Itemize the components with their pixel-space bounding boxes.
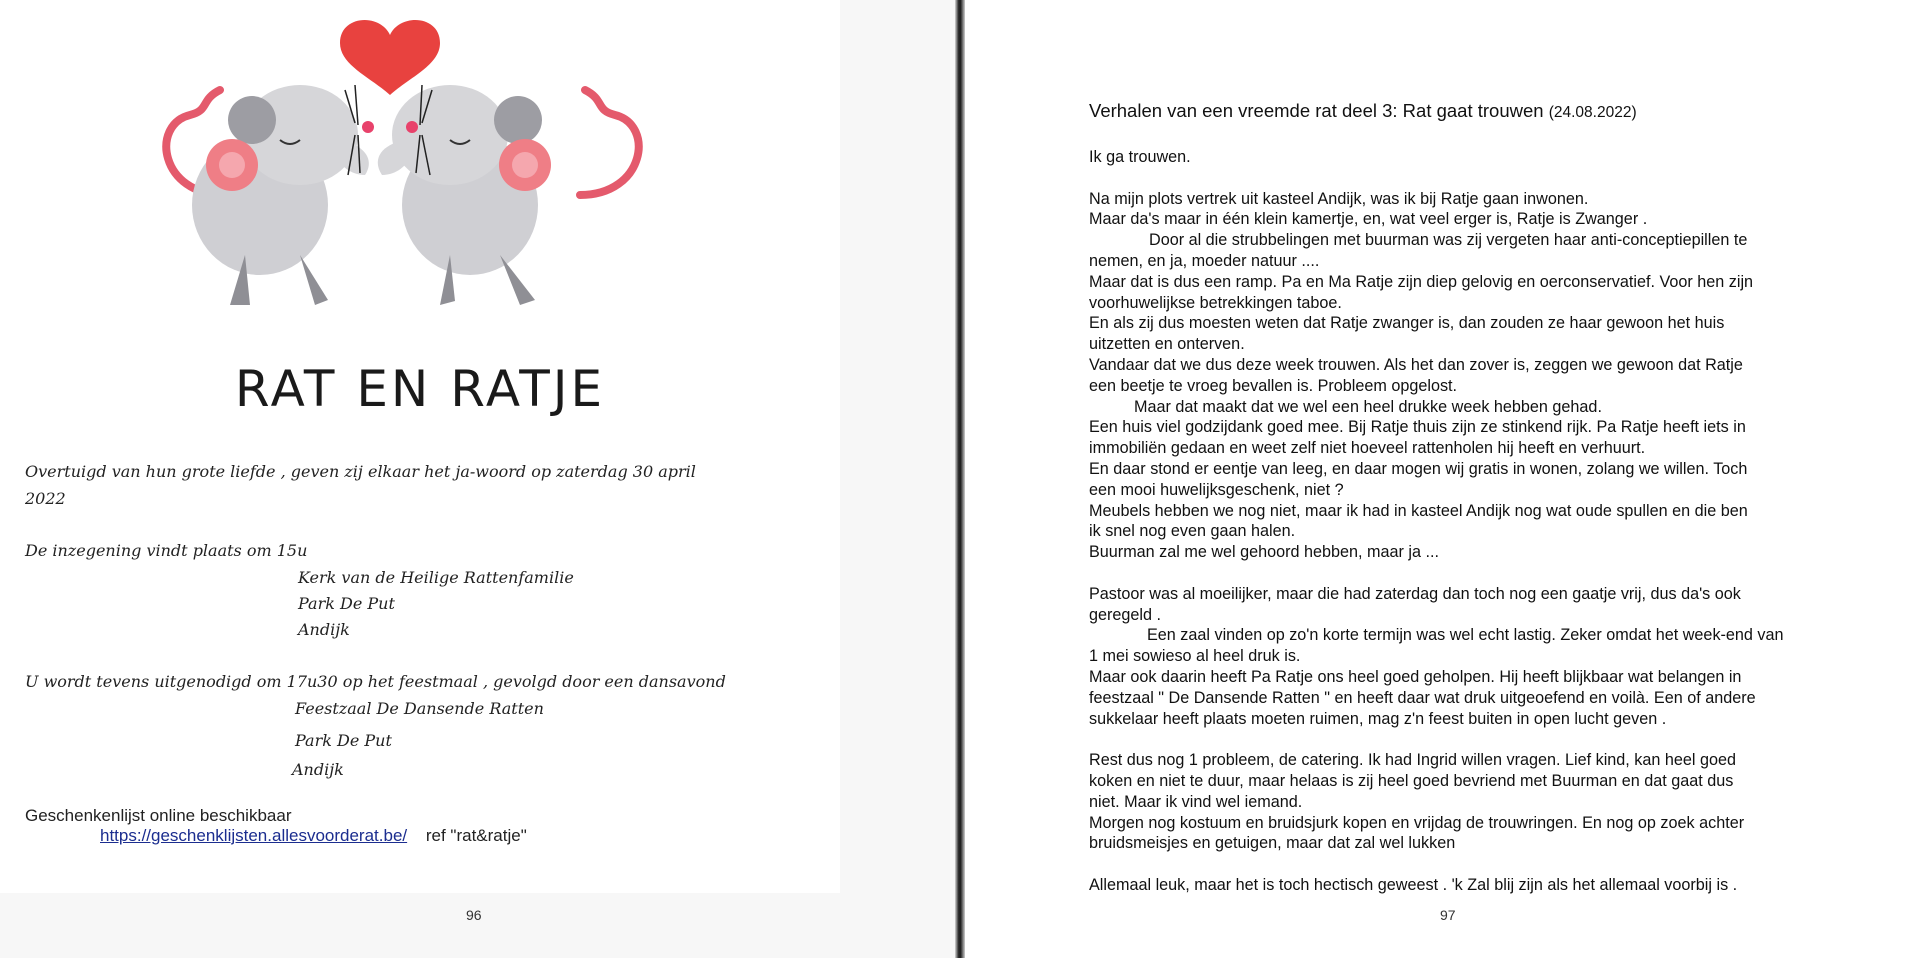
story-line: immobiliën gedaan en weet zelf niet hoeveel rattenholen hij heeft en verhuurt. [1089,439,1646,458]
story-line: Maar da's maar in één klein kamertje, en, wat veel erger is, Ratje is Zwanger . [1089,210,1648,229]
story-line: Pastoor was al moeilijker, maar die had zaterdag dan toch nog een gaatje vrij, dus da's ook [1089,584,1741,603]
right-rat [378,85,551,305]
book-gutter [955,0,965,958]
hall-name: Feestzaal De Dansende Ratten [295,699,544,718]
story-line: Een huis viel godzijdank goed mee. Bij Ratje thuis zijn ze stinkend rijk. Pa Ratje heeft iets in [1089,418,1746,437]
kissing-rats-illustration [150,5,660,315]
story-line: Door al die strubbelingen met buurman was zij vergeten haar anti-conceptiepillen te [1149,231,1748,250]
story-line: niet. Maar ik vind wel iemand. [1089,792,1303,811]
story-line: Rest dus nog 1 probleem, de catering. Ik had Ingrid willen vragen. Lief kind, kan heel goed [1089,751,1737,770]
story-line: Ik ga trouwen. [1089,148,1191,166]
story-line: geregeld . [1089,605,1161,624]
page-number-right: 97 [1440,907,1456,923]
story-line: Meubels hebben we nog niet, maar ik had in kasteel Andijk nog wat oude spullen en die ben [1089,501,1748,520]
ceremony-time: De inzegening vindt plaats om 15u [25,541,308,560]
story-line: sukkelaar heeft plaats moeten ruimen, mag z'n feest buiten in open lucht geven . [1089,709,1667,728]
story-body [1089,147,1859,896]
church-town: Andijk [298,620,350,639]
invitation-title: RAT EN RATJE [234,360,606,418]
story-line: En daar stond er eentje van leeg, en daar mogen wij gratis in wonen, zolang we willen. Toch [1089,459,1748,478]
gift-list-label: Geschenkenlijst online beschikbaar [25,806,292,825]
story-line: koken en niet te duur, maar helaas is zij heel goed bevriend met Buurman en dat gaat dus [1089,771,1734,790]
story-line: Maar dat maakt dat we wel een heel drukke week hebben gehad. [1134,397,1602,416]
right-page [965,0,1919,958]
story-line: Maar dat is dus een ramp. Pa en Ma Ratje zijn diep gelovig en oerconservatief. Voor hen zijn [1089,272,1754,291]
story-line: Maar ook daarin heeft Pa Ratje ons heel goed geholpen. Hij heeft blijkbaar wat belangen in [1089,667,1742,686]
gift-list-link[interactable]: https://geschenklijsten.allesvoorderat.be/ [100,826,408,845]
left-rat [192,85,374,305]
story-line: Morgen nog kostuum en bruidsjurk kopen en vrijdag de trouwringen. En nog op zoek achter [1089,813,1745,832]
dinner-invitation: U wordt tevens uitgenodigd om 17u30 op het feestmaal , gevolgd door een dansavond [25,672,726,691]
story-line: Vandaar dat we dus deze week trouwen. Als het dan zover is, zeggen we gewoon dat Ratje [1089,355,1743,374]
church-park: Park De Put [298,594,395,613]
story-title [1089,100,1637,122]
heart-icon [340,20,440,95]
right-rat-tail [580,90,639,195]
story-line: bruidsmeisjes en getuigen, maar dat zal wel lukken [1089,834,1456,853]
invitation-scan [0,0,840,893]
story-date: (24.08.2022) [1548,104,1637,121]
story-line: En als zij dus moesten weten dat Ratje zwanger is, dan zouden ze haar gewoon het huis [1089,314,1725,333]
hall-town: Andijk [292,760,344,779]
invitation-line: 2022 [25,489,66,508]
story-line: 1 mei sowieso al heel druk is. [1089,647,1301,666]
story-line: nemen, en ja, moeder natuur .... [1089,251,1320,270]
story-line: Buurman zal me wel gehoord hebben, maar ja ... [1089,543,1440,562]
story-line: ik snel nog even gaan halen. [1089,522,1296,541]
story-line: een beetje te vroeg bevallen is. Probleem opgelost. [1089,376,1458,395]
church-name: Kerk van de Heilige Rattenfamilie [298,568,574,587]
story-line: Allemaal leuk, maar het is toch hectisch geweest . 'k Zal blij zijn als het allemaal voorbij is . [1089,875,1738,894]
page-number-left: 96 [466,907,482,923]
story-line: een mooi huwelijksgeschenk, niet ? [1089,480,1344,499]
story-line: feestzaal " De Dansende Ratten " en heeft daar wat druk uitgeoefend en voilà. Een of andere [1089,688,1756,707]
story-line: voorhuwelijkse betrekkingen taboe. [1089,293,1342,312]
invitation-line: Overtuigd van hun grote liefde , geven zij elkaar het ja-woord op zaterdag 30 april [25,462,696,481]
story-line: uitzetten en onterven. [1089,335,1245,354]
story-line: Een zaal vinden op zo'n korte termijn was wel echt lastig. Zeker omdat het week-end van [1147,626,1784,645]
left-page [0,0,955,958]
hall-park: Park De Put [295,731,392,750]
story-title-text: Verhalen van een vreemde rat deel 3: Rat gaat trouwen [1089,100,1544,121]
story-line: Na mijn plots vertrek uit kasteel Andijk, was ik bij Ratje gaan inwonen. [1089,189,1589,208]
gift-reference: ref "rat&ratje" [425,826,527,845]
